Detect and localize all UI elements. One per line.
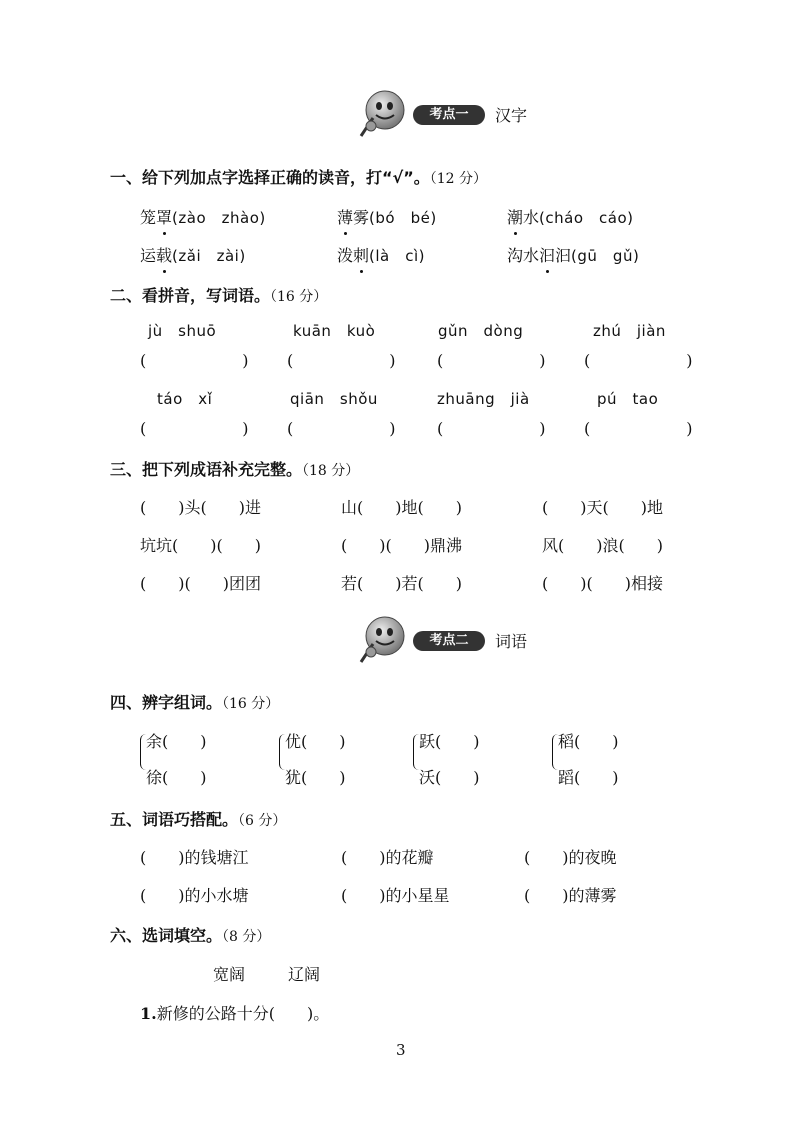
- banner-badge: 考点一: [413, 105, 485, 125]
- idiom-item[interactable]: 山( )地( ): [341, 498, 462, 517]
- idiom-item[interactable]: ( )天( )地: [542, 498, 663, 517]
- reading-item: 泼刺(là cì): [337, 243, 425, 266]
- banner-title: 汉字: [495, 106, 528, 125]
- reading-item: 薄雾(bó bé): [337, 205, 437, 228]
- idiom-item[interactable]: 风( )浪( ): [542, 536, 663, 555]
- section-3-heading: [110, 457, 359, 480]
- dotted-char: 载: [156, 243, 172, 266]
- page-number: 3: [396, 1041, 406, 1059]
- collocation-item[interactable]: ( )的夜晚: [524, 848, 617, 867]
- section-5-title: 五、词语巧搭配。: [110, 810, 239, 829]
- pinyin-prompt: zhuāng jià: [437, 390, 530, 408]
- answer-blank[interactable]: ( ): [437, 351, 546, 370]
- pinyin-prompt: qiān shǒu: [290, 390, 378, 408]
- idiom-item[interactable]: ( )头( )进: [140, 498, 261, 517]
- pinyin-prompt: pú tao: [597, 390, 659, 408]
- pinyin-prompt: zhú jiàn: [593, 322, 666, 340]
- question-number: 1.: [140, 1004, 157, 1023]
- section-4-title: 四、辨字组词。: [110, 693, 223, 712]
- reading-options: (bó bé): [369, 209, 437, 227]
- word-choice: 宽阔: [213, 965, 246, 984]
- smiley-pencil-icon: [357, 88, 407, 138]
- idiom-item[interactable]: ( )( )鼎沸: [341, 536, 462, 555]
- word-choice: 辽阔: [288, 965, 321, 984]
- section-6-title: 六、选词填空。: [110, 926, 223, 945]
- reading-item: 潮水(cháo cáo): [507, 205, 633, 228]
- smiley-pencil-icon: [357, 614, 407, 664]
- reading-item: 笼罩(zào zhào): [140, 205, 266, 228]
- answer-blank[interactable]: ( ): [584, 351, 693, 370]
- pinyin-prompt: jù shuō: [148, 322, 217, 340]
- dotted-char: 刺: [353, 243, 369, 266]
- idiom-item[interactable]: ( )( )团团: [140, 574, 261, 593]
- reading-item: 沟水汩汩(gū gǔ): [507, 243, 639, 266]
- char-compare-item[interactable]: 蹈( ): [558, 768, 619, 787]
- section-banner-ciyu: [357, 614, 557, 666]
- reading-options: (cháo cáo): [539, 209, 634, 227]
- section-4-heading: [110, 690, 279, 713]
- dotted-char: 潮: [507, 205, 523, 228]
- dotted-char: 薄: [337, 205, 353, 228]
- reading-options: (gū gǔ): [571, 247, 640, 265]
- question-1: [140, 1001, 329, 1024]
- char-compare-item[interactable]: 稻( ): [558, 732, 619, 751]
- banner-title: 词语: [495, 632, 528, 651]
- idiom-item[interactable]: ( )( )相接: [542, 574, 663, 593]
- section-5-points: （6 分）: [238, 813, 287, 829]
- pinyin-prompt: gǔn dòng: [438, 322, 524, 340]
- section-2-heading: [110, 283, 327, 306]
- section-4-points: （16 分）: [222, 696, 280, 712]
- answer-blank[interactable]: ( ): [140, 419, 249, 438]
- collocation-item[interactable]: ( )的钱塘江: [140, 848, 249, 867]
- idiom-item[interactable]: 坑坑( )( ): [140, 536, 261, 555]
- answer-blank[interactable]: ( ): [287, 419, 396, 438]
- section-1-heading: [110, 165, 487, 188]
- pinyin-prompt: kuān kuò: [293, 322, 376, 340]
- section-3-points: （18 分）: [302, 463, 360, 479]
- collocation-item[interactable]: ( )的薄雾: [524, 886, 617, 905]
- section-3-title: 三、把下列成语补充完整。: [110, 460, 303, 479]
- banner-badge: 考点二: [413, 631, 485, 651]
- dotted-char: 汩: [539, 243, 555, 266]
- char-compare-item[interactable]: 沃( ): [419, 768, 480, 787]
- question-text[interactable]: 新修的公路十分( )。: [156, 1004, 330, 1023]
- section-2-points: （16 分）: [270, 289, 328, 305]
- collocation-item[interactable]: ( )的花瓣: [341, 848, 434, 867]
- section-banner-hanzi: [357, 88, 557, 140]
- section-2-title: 二、看拼音，写词语。: [110, 286, 271, 305]
- section-6-points: （8 分）: [222, 929, 271, 945]
- char-compare-item[interactable]: 优( ): [285, 732, 346, 751]
- collocation-item[interactable]: ( )的小星星: [341, 886, 450, 905]
- section-1-points: （12 分）: [429, 171, 487, 187]
- section-6-heading: [110, 923, 270, 946]
- answer-blank[interactable]: ( ): [584, 419, 693, 438]
- char-compare-item[interactable]: 跃( ): [419, 732, 480, 751]
- section-5-heading: [110, 807, 286, 830]
- char-compare-item[interactable]: 犹( ): [285, 768, 346, 787]
- dotted-char: 罩: [156, 205, 172, 228]
- reading-options: (zào zhào): [172, 209, 266, 227]
- reading-options: (zǎi zài): [172, 247, 246, 265]
- collocation-item[interactable]: ( )的小水塘: [140, 886, 249, 905]
- reading-item: 运载(zǎi zài): [140, 243, 246, 266]
- char-compare-item[interactable]: 余( ): [146, 732, 207, 751]
- idiom-item[interactable]: 若( )若( ): [341, 574, 462, 593]
- answer-blank[interactable]: ( ): [437, 419, 546, 438]
- answer-blank[interactable]: ( ): [140, 351, 249, 370]
- reading-options: (là cì): [369, 247, 426, 265]
- answer-blank[interactable]: ( ): [287, 351, 396, 370]
- section-1-title: 一、给下列加点字选择正确的读音，打“√”。: [110, 168, 430, 187]
- pinyin-prompt: táo xǐ: [157, 390, 213, 408]
- char-compare-item[interactable]: 徐( ): [146, 768, 207, 787]
